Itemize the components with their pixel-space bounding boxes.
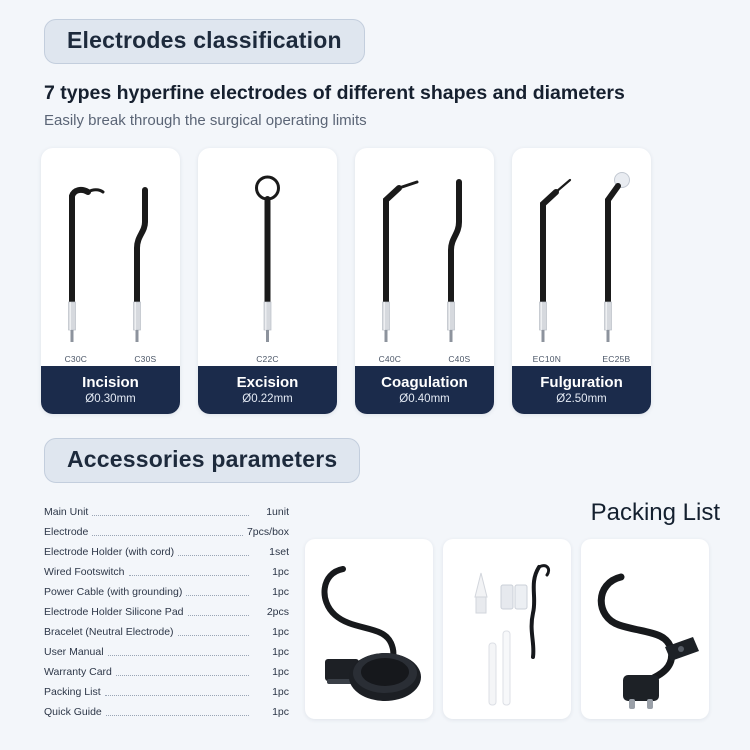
- packing-item-name: Quick Guide: [44, 706, 102, 718]
- packing-item-name: Electrode: [44, 526, 89, 538]
- accessories-section-heading: [44, 438, 360, 483]
- packing-item-qty: 1pc: [272, 666, 289, 678]
- packing-photo-footswitch[interactable]: [305, 539, 433, 719]
- packing-item-qty: 1pc: [272, 626, 289, 638]
- list-item: [44, 619, 289, 639]
- electrodes-section-heading: [44, 19, 365, 64]
- electrode-code: C40C: [378, 354, 402, 364]
- packing-item-qty: 1pc: [272, 566, 289, 578]
- leader-dots: [188, 615, 250, 616]
- packing-item-qty: 1pc: [272, 586, 289, 598]
- packing-photo-electrodes[interactable]: [443, 539, 571, 719]
- packing-item-name: Power Cable (with grounding): [44, 586, 183, 598]
- packing-item-name: User Manual: [44, 646, 104, 658]
- list-item: [44, 639, 289, 659]
- packing-item-qty: 7pcs/box: [246, 526, 289, 538]
- packing-item-qty: 1unit: [266, 506, 289, 518]
- electrode-code: C30C: [64, 354, 88, 364]
- packing-item-qty: 2pcs: [266, 606, 289, 618]
- packing-list-table: [44, 499, 289, 719]
- leader-dots: [108, 655, 249, 656]
- electrode-card-footer-coagulation: [355, 366, 494, 414]
- electrode-code: EC10N: [532, 354, 562, 364]
- electrode-card-footer-incision: [41, 366, 180, 414]
- list-item: [44, 519, 289, 539]
- packing-item-qty: 1pc: [272, 706, 289, 718]
- electrode-card-incision[interactable]: [41, 148, 180, 414]
- packing-item-name: Packing List: [44, 686, 101, 698]
- leader-dots: [92, 515, 249, 516]
- leader-dots: [106, 715, 249, 716]
- packing-item-name: Bracelet (Neutral Electrode): [44, 626, 174, 638]
- packing-list-title: Packing List: [590, 499, 720, 526]
- electrode-card-coagulation[interactable]: [355, 148, 494, 414]
- leader-dots: [186, 595, 249, 596]
- leader-dots: [178, 555, 249, 556]
- electrode-code: EC25B: [602, 354, 631, 364]
- packing-item-name: Wired Footswitch: [44, 566, 125, 578]
- electrode-illustration-fulguration: [512, 148, 651, 366]
- leader-dots: [178, 635, 249, 636]
- electrode-type-name: Excision: [236, 374, 299, 391]
- electrode-code-labels-excision: [198, 354, 337, 364]
- packing-item-name: Electrode Holder Silicone Pad: [44, 606, 184, 618]
- leader-dots: [129, 575, 249, 576]
- packing-item-qty: 1set: [269, 546, 289, 558]
- electrode-code: C40S: [448, 354, 471, 364]
- electrode-type-name: Fulguration: [540, 374, 623, 391]
- electrode-illustration-incision: [41, 148, 180, 366]
- list-item: [44, 539, 289, 559]
- electrodes-section-heading-label: Electrodes classification: [67, 27, 342, 53]
- list-item: [44, 599, 289, 619]
- list-item: [44, 579, 289, 599]
- electrode-card-excision[interactable]: [198, 148, 337, 414]
- list-item: [44, 659, 289, 679]
- electrode-code: C22C: [256, 354, 279, 364]
- list-item: [44, 499, 289, 519]
- electrode-card-footer-excision: [198, 366, 337, 414]
- packing-item-name: Warranty Card: [44, 666, 112, 678]
- electrode-illustration-coagulation: [355, 148, 494, 366]
- list-item: [44, 699, 289, 719]
- electrode-code: C30S: [134, 354, 157, 364]
- packing-item-qty: 1pc: [272, 686, 289, 698]
- accessories-section: [0, 499, 750, 734]
- packing-photo-list: [305, 539, 709, 719]
- page-headline: 7 types hyperfine electrodes of different shapes and diameters: [44, 82, 625, 104]
- electrode-code-labels-coagulation: [355, 354, 494, 364]
- electrode-card-fulguration[interactable]: [512, 148, 651, 414]
- leader-dots: [105, 695, 249, 696]
- electrode-card-footer-fulguration: [512, 366, 651, 414]
- packing-photo-power-cable[interactable]: [581, 539, 709, 719]
- electrode-illustration-excision: [198, 148, 337, 366]
- packing-item-name: Electrode Holder (with cord): [44, 546, 175, 558]
- list-item: [44, 559, 289, 579]
- electrode-card-list: [41, 148, 750, 414]
- electrode-diameter: Ø2.50mm: [556, 393, 607, 405]
- electrode-code-labels-fulguration: [512, 354, 651, 364]
- electrode-type-name: Coagulation: [381, 374, 468, 391]
- accessories-section-heading-label: Accessories parameters: [67, 446, 338, 472]
- electrode-diameter: Ø0.40mm: [399, 393, 450, 405]
- electrode-diameter: Ø0.30mm: [85, 393, 136, 405]
- leader-dots: [92, 535, 243, 536]
- page-subheadline: Easily break through the surgical operating limits: [44, 112, 367, 129]
- electrode-diameter: Ø0.22mm: [242, 393, 293, 405]
- electrode-type-name: Incision: [82, 374, 139, 391]
- list-item: [44, 679, 289, 699]
- leader-dots: [116, 675, 249, 676]
- packing-item-name: Main Unit: [44, 506, 89, 518]
- packing-item-qty: 1pc: [272, 646, 289, 658]
- electrode-code-labels-incision: [41, 354, 180, 364]
